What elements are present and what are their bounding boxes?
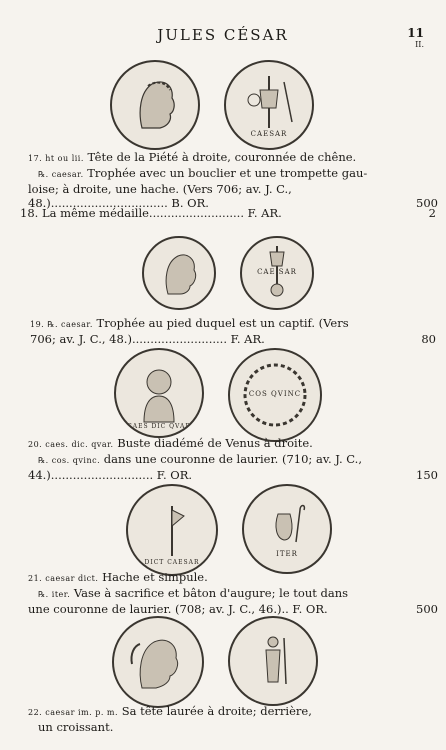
entry-17 bbox=[28, 150, 438, 210]
coin-obverse-venus-bust bbox=[114, 348, 204, 438]
coin-pair-21 bbox=[126, 484, 332, 576]
entry-20 bbox=[28, 436, 438, 482]
coin-reverse-standing-figure bbox=[228, 616, 318, 706]
entry-line: 48.)................................ B. OR. 500 bbox=[28, 196, 438, 210]
coin-reverse-laurel-wreath bbox=[228, 348, 322, 442]
price-value: 2 bbox=[428, 206, 436, 220]
entry-line: 44.)............................ F. OR. 150 bbox=[28, 468, 438, 482]
entry-line: 20. caes. dic. qvar. Buste diadémé de Venus à droite. bbox=[28, 436, 313, 450]
entry-line: 19. ℞. caesar. Trophée au pied duquel est un captif. (Vers bbox=[30, 316, 349, 330]
entry-line: 21. caesar dict. Hache et simpule. bbox=[28, 570, 208, 584]
entry-line: un croissant. bbox=[38, 720, 114, 734]
coin-obverse-axe-simpulum bbox=[126, 484, 218, 576]
price-value: 150 bbox=[416, 468, 438, 482]
coin-pair-22 bbox=[112, 616, 318, 708]
page-number: 11 bbox=[407, 26, 424, 40]
coin-legend: ITER bbox=[276, 550, 298, 558]
coin-legend: CAES DIC QVAR bbox=[127, 423, 191, 430]
entry-line: 22. caesar im. p. m. Sa tête laurée à droite; derrière, bbox=[28, 704, 312, 718]
entry-line: une couronne de laurier. (708; av. J. C., 46.).. F. OR. 500 bbox=[28, 602, 438, 616]
coin-obverse-pietas-head bbox=[110, 60, 200, 150]
coin-obverse-laureate-head bbox=[112, 616, 204, 708]
coin-legend: CAESAR bbox=[250, 130, 288, 138]
coin-reverse-trophy bbox=[224, 60, 314, 150]
entry-19 bbox=[30, 316, 436, 346]
coin-pair-19 bbox=[142, 236, 314, 310]
entry-line: ℞. cos. qvinc. dans une couronne de laurier. (710; av. J. C., bbox=[38, 452, 362, 466]
price-value: 500 bbox=[416, 196, 438, 210]
coin-pair-20 bbox=[114, 348, 322, 442]
page-title: JULES CÉSAR bbox=[157, 26, 289, 44]
signature-mark: II. bbox=[415, 40, 424, 49]
entry-line: 17. ht ou lii. Tête de la Piété à droite, couronnée de chêne. bbox=[28, 150, 357, 164]
entry-line: 18. La même médaille.......................... F. AR. 2 bbox=[20, 206, 436, 220]
coin-pair-17 bbox=[110, 60, 314, 150]
coin-reverse-vase-lituus bbox=[242, 484, 332, 574]
entry-line: ℞. caesar. Trophée avec un bouclier et une trompette gau- bbox=[38, 166, 368, 180]
coin-legend: COS QVINC bbox=[248, 390, 302, 398]
price-value: 500 bbox=[416, 602, 438, 616]
page-header bbox=[0, 26, 446, 48]
price-value: 80 bbox=[421, 332, 436, 346]
entry-line: 706; av. J. C., 48.).......................... F. AR. 80 bbox=[30, 332, 436, 346]
entry-22 bbox=[28, 704, 424, 734]
entry-18 bbox=[20, 206, 436, 220]
coin-legend: DICT CAESAR bbox=[144, 559, 200, 566]
coin-reverse-trophy-captive bbox=[240, 236, 314, 310]
entry-21 bbox=[28, 570, 438, 616]
coin-legend: CAE SAR bbox=[257, 268, 297, 276]
entry-line: loise; à droite, une hache. (Vers 706; av. J. C., bbox=[28, 182, 292, 196]
entry-line: ℞. iter. Vase à sacrifice et bâton d'augure; le tout dans bbox=[38, 586, 349, 600]
coin-obverse-head bbox=[142, 236, 216, 310]
